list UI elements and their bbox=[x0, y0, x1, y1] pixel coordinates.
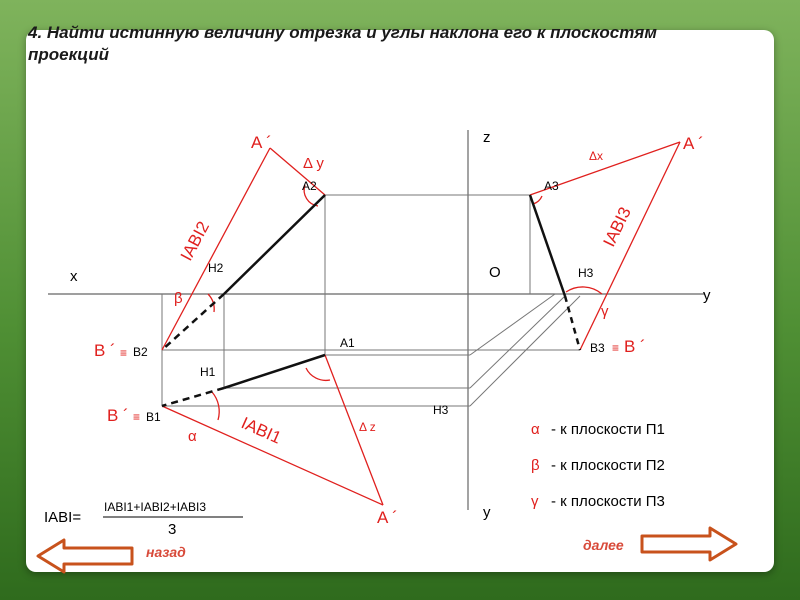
page-title: 4. Найти истинную величину отрезка и углы наклона его к плоскостям проекций bbox=[28, 23, 657, 64]
delta-y-label: Δ y bbox=[303, 155, 324, 172]
gamma-angle-label: γ bbox=[601, 303, 609, 320]
point-h3-label-top: H3 bbox=[578, 266, 594, 280]
origin-label: O bbox=[489, 264, 501, 281]
next-arrow-button[interactable] bbox=[642, 528, 736, 560]
formula-denominator: 3 bbox=[168, 521, 177, 538]
legend-text-alpha: - к плоскости П1 bbox=[551, 421, 665, 438]
true-length-ab3-label: IABI3 bbox=[599, 204, 635, 250]
y-axis-label-right: y bbox=[703, 287, 711, 304]
equiv-sign-3: ≡ bbox=[612, 341, 620, 355]
point-b2-label: B2 bbox=[133, 345, 148, 359]
b-prime-label-3: B ´ bbox=[624, 337, 646, 356]
a-prime-label-2: A ´ bbox=[377, 508, 398, 527]
z-axis-label: z bbox=[483, 129, 491, 146]
legend-symbol-beta: β bbox=[531, 457, 540, 474]
point-a2-label: A2 bbox=[302, 179, 317, 193]
point-a1-label: A1 bbox=[340, 336, 355, 350]
x-axis-label: x bbox=[70, 268, 78, 285]
y-axis-label-bottom: y bbox=[483, 504, 491, 521]
point-b3-label: B3 bbox=[590, 341, 605, 355]
back-link[interactable]: назад bbox=[146, 544, 186, 560]
point-b1-label: B1 bbox=[146, 410, 161, 424]
true-length-ab1-label: IABI1 bbox=[238, 413, 285, 448]
delta-z-label: Δ z bbox=[359, 420, 376, 434]
next-link[interactable]: далее bbox=[583, 537, 624, 553]
construction-lines bbox=[162, 142, 680, 505]
equiv-sign-2: ≡ bbox=[120, 346, 128, 360]
legend-symbol-gamma: γ bbox=[531, 493, 539, 510]
point-h1-label: H1 bbox=[200, 365, 216, 379]
legend-text-gamma: - к плоскости П3 bbox=[551, 493, 665, 510]
delta-x-label: Δx bbox=[589, 149, 604, 163]
projection-lines bbox=[162, 195, 580, 406]
true-length-formula bbox=[44, 500, 243, 538]
back-arrow-button[interactable] bbox=[38, 540, 132, 572]
b-prime-label-1: B ´ bbox=[107, 406, 129, 425]
point-a3-label: A3 bbox=[544, 179, 559, 193]
equiv-sign-1: ≡ bbox=[133, 410, 141, 424]
a-prime-label-1: A ´ bbox=[251, 133, 272, 152]
segment-projections bbox=[162, 195, 580, 406]
point-h2-label: H2 bbox=[208, 261, 224, 275]
b-prime-label-2: B ´ bbox=[94, 341, 116, 360]
legend-text-beta: - к плоскости П2 bbox=[551, 457, 665, 474]
true-length-ab2-label: IABI2 bbox=[176, 218, 214, 264]
angle-legend bbox=[531, 421, 665, 510]
legend-symbol-alpha: α bbox=[531, 421, 540, 438]
point-h3-label-bottom: H3 bbox=[433, 403, 449, 417]
beta-angle-label: β bbox=[174, 290, 183, 307]
formula-numerator: IABI1+IABI2+IABI3 bbox=[104, 500, 207, 514]
formula-lhs: IABI= bbox=[44, 509, 82, 526]
a-prime-label-3: A ´ bbox=[683, 134, 704, 153]
alpha-angle-label: α bbox=[188, 428, 197, 445]
